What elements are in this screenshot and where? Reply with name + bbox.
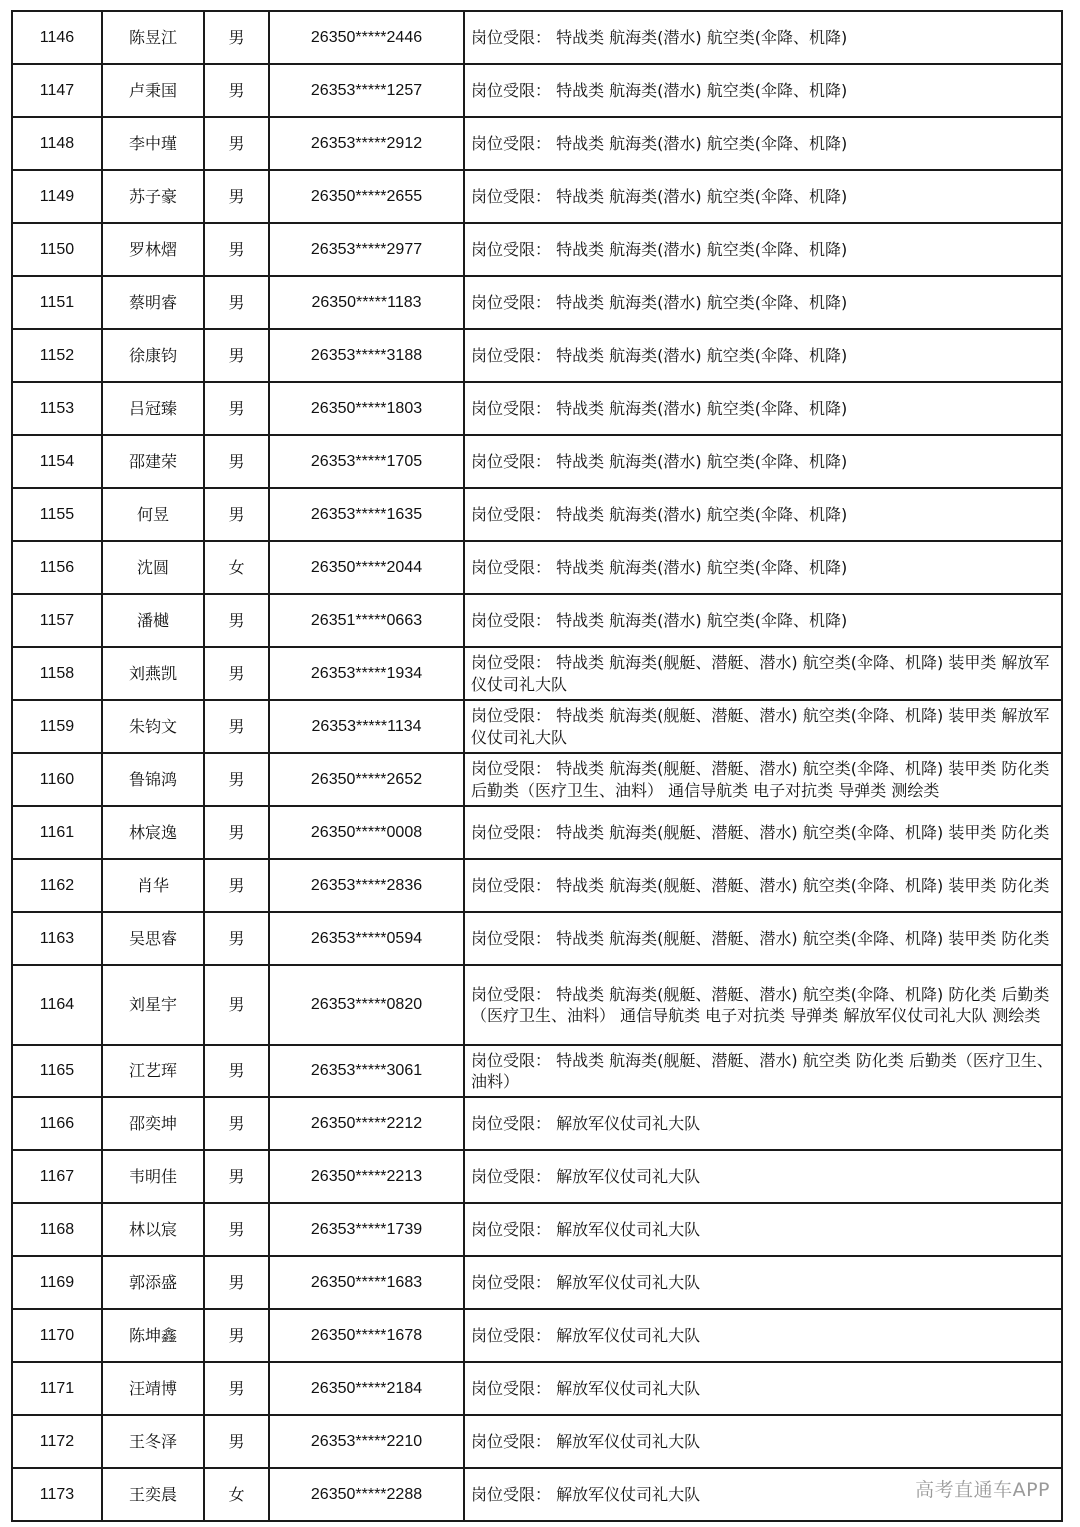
- table-row: [12, 1415, 1062, 1468]
- exam-id-cell: 26353*****2912: [269, 117, 464, 170]
- row-number-cell: 1171: [12, 1362, 102, 1415]
- student-name-cell: 王冬泽: [102, 1415, 204, 1468]
- exam-id-cell: 26350*****1183: [269, 276, 464, 329]
- table-row: [12, 223, 1062, 276]
- exam-id-cell: 26353*****0820: [269, 965, 464, 1045]
- table-row: [12, 753, 1062, 806]
- student-name-cell: 肖华: [102, 859, 204, 912]
- table-row: [12, 594, 1062, 647]
- gender-cell: 男: [204, 329, 269, 382]
- student-name-cell: 吴思睿: [102, 912, 204, 965]
- gender-cell: 男: [204, 276, 269, 329]
- student-name-cell: 刘星宇: [102, 965, 204, 1045]
- exam-id-cell: 26350*****2446: [269, 11, 464, 64]
- student-name-cell: 陈坤鑫: [102, 1309, 204, 1362]
- position-restriction-cell: 岗位受限： 特战类 航海类(潜水) 航空类(伞降、机降): [464, 435, 1062, 488]
- row-number-cell: 1170: [12, 1309, 102, 1362]
- row-number-cell: 1155: [12, 488, 102, 541]
- row-number-cell: 1146: [12, 11, 102, 64]
- student-name-cell: 王奕晨: [102, 1468, 204, 1521]
- exam-id-cell: 26353*****2210: [269, 1415, 464, 1468]
- position-restriction-cell: 岗位受限： 特战类 航海类(舰艇、潜艇、潜水) 航空类(伞降、机降) 装甲类 防化类: [464, 912, 1062, 965]
- table-row: [12, 488, 1062, 541]
- table-row: [12, 965, 1062, 1045]
- position-restriction-cell: 岗位受限： 特战类 航海类(潜水) 航空类(伞降、机降): [464, 223, 1062, 276]
- student-name-cell: 徐康钧: [102, 329, 204, 382]
- exam-id-cell: 26353*****1635: [269, 488, 464, 541]
- exam-id-cell: 26350*****2655: [269, 170, 464, 223]
- roster-table: [11, 10, 1063, 1522]
- position-restriction-cell: 岗位受限： 特战类 航海类(潜水) 航空类(伞降、机降): [464, 170, 1062, 223]
- exam-id-cell: 26353*****2977: [269, 223, 464, 276]
- row-number-cell: 1165: [12, 1045, 102, 1097]
- table-row: [12, 382, 1062, 435]
- watermark-text: 高考直通车APP: [915, 1479, 1050, 1501]
- student-name-cell: 林宸逸: [102, 806, 204, 859]
- exam-id-cell: 26351*****0663: [269, 594, 464, 647]
- table-row: [12, 1097, 1062, 1150]
- exam-id-cell: 26350*****2212: [269, 1097, 464, 1150]
- row-number-cell: 1172: [12, 1415, 102, 1468]
- exam-id-cell: 26353*****1705: [269, 435, 464, 488]
- student-name-cell: 刘燕凯: [102, 647, 204, 700]
- gender-cell: 男: [204, 1150, 269, 1203]
- table-row: [12, 435, 1062, 488]
- gender-cell: 男: [204, 912, 269, 965]
- position-restriction-cell: 岗位受限： 特战类 航海类(舰艇、潜艇、潜水) 航空类(伞降、机降) 装甲类 解放军仪仗司礼大队: [464, 647, 1062, 700]
- exam-id-cell: 26353*****2836: [269, 859, 464, 912]
- student-name-cell: 吕冠臻: [102, 382, 204, 435]
- exam-id-cell: 26350*****2213: [269, 1150, 464, 1203]
- position-restriction-cell: 岗位受限： 特战类 航海类(舰艇、潜艇、潜水) 航空类(伞降、机降) 装甲类 解放军仪仗司礼大队: [464, 700, 1062, 753]
- gender-cell: 男: [204, 859, 269, 912]
- gender-cell: 男: [204, 1362, 269, 1415]
- exam-id-cell: 26350*****0008: [269, 806, 464, 859]
- row-number-cell: 1151: [12, 276, 102, 329]
- table-row: [12, 329, 1062, 382]
- row-number-cell: 1167: [12, 1150, 102, 1203]
- position-restriction-cell: 岗位受限： 特战类 航海类(舰艇、潜艇、潜水) 航空类(伞降、机降) 装甲类 防化类 后勤类（医疗卫生、油料） 通信导航类 电子对抗类 导弹类 测绘类: [464, 753, 1062, 806]
- position-restriction-cell: 岗位受限： 特战类 航海类(舰艇、潜艇、潜水) 航空类(伞降、机降) 防化类 后勤类（医疗卫生、油料） 通信导航类 电子对抗类 导弹类 解放军仪仗司礼大队 测绘类: [464, 965, 1062, 1045]
- row-number-cell: 1156: [12, 541, 102, 594]
- student-name-cell: 韦明佳: [102, 1150, 204, 1203]
- table-row: [12, 64, 1062, 117]
- gender-cell: 女: [204, 1468, 269, 1521]
- exam-id-cell: 26353*****3188: [269, 329, 464, 382]
- student-name-cell: 陈昱江: [102, 11, 204, 64]
- row-number-cell: 1150: [12, 223, 102, 276]
- student-name-cell: 江艺珲: [102, 1045, 204, 1097]
- exam-id-cell: 26350*****2044: [269, 541, 464, 594]
- table-row: [12, 1468, 1062, 1521]
- gender-cell: 男: [204, 223, 269, 276]
- gender-cell: 男: [204, 1256, 269, 1309]
- table-row: [12, 647, 1062, 700]
- row-number-cell: 1160: [12, 753, 102, 806]
- exam-id-cell: 26353*****1934: [269, 647, 464, 700]
- position-restriction-cell: 岗位受限： 解放军仪仗司礼大队: [464, 1415, 1062, 1468]
- position-restriction-cell: 岗位受限： 特战类 航海类(潜水) 航空类(伞降、机降): [464, 541, 1062, 594]
- student-name-cell: 林以宸: [102, 1203, 204, 1256]
- exam-id-cell: 26353*****1739: [269, 1203, 464, 1256]
- row-number-cell: 1149: [12, 170, 102, 223]
- position-restriction-cell: 岗位受限： 特战类 航海类(潜水) 航空类(伞降、机降): [464, 382, 1062, 435]
- table-row: [12, 1362, 1062, 1415]
- gender-cell: 男: [204, 170, 269, 223]
- table-row: [12, 859, 1062, 912]
- table-row: [12, 117, 1062, 170]
- table-row: [12, 700, 1062, 753]
- table-row: [12, 1256, 1062, 1309]
- exam-id-cell: 26350*****2288: [269, 1468, 464, 1521]
- exam-id-cell: 26350*****2652: [269, 753, 464, 806]
- position-restriction-cell: 岗位受限： 特战类 航海类(舰艇、潜艇、潜水) 航空类(伞降、机降) 装甲类 防化类: [464, 806, 1062, 859]
- row-number-cell: 1169: [12, 1256, 102, 1309]
- gender-cell: 男: [204, 753, 269, 806]
- gender-cell: 男: [204, 647, 269, 700]
- position-restriction-cell: 岗位受限： 特战类 航海类(潜水) 航空类(伞降、机降): [464, 329, 1062, 382]
- gender-cell: 男: [204, 435, 269, 488]
- exam-id-cell: 26350*****1683: [269, 1256, 464, 1309]
- gender-cell: 男: [204, 700, 269, 753]
- position-restriction-cell: 岗位受限： 解放军仪仗司礼大队: [464, 1309, 1062, 1362]
- exam-id-cell: 26353*****1257: [269, 64, 464, 117]
- position-restriction-cell: 岗位受限： 特战类 航海类(潜水) 航空类(伞降、机降): [464, 64, 1062, 117]
- gender-cell: 男: [204, 1415, 269, 1468]
- gender-cell: 男: [204, 1309, 269, 1362]
- row-number-cell: 1154: [12, 435, 102, 488]
- table-row: [12, 541, 1062, 594]
- exam-id-cell: 26353*****0594: [269, 912, 464, 965]
- position-restriction-cell: 岗位受限： 解放军仪仗司礼大队: [464, 1362, 1062, 1415]
- table-row: [12, 11, 1062, 64]
- exam-id-cell: 26353*****3061: [269, 1045, 464, 1097]
- position-restriction-cell: 岗位受限： 特战类 航海类(潜水) 航空类(伞降、机降): [464, 11, 1062, 64]
- gender-cell: 男: [204, 1203, 269, 1256]
- row-number-cell: 1162: [12, 859, 102, 912]
- position-restriction-cell: 岗位受限： 特战类 航海类(舰艇、潜艇、潜水) 航空类 防化类 后勤类（医疗卫生、油料）: [464, 1045, 1062, 1097]
- roster-body: [12, 11, 1062, 1521]
- student-name-cell: 李中瑾: [102, 117, 204, 170]
- row-number-cell: 1168: [12, 1203, 102, 1256]
- gender-cell: 男: [204, 806, 269, 859]
- table-row: [12, 1203, 1062, 1256]
- exam-id-cell: 26350*****1678: [269, 1309, 464, 1362]
- position-restriction-cell: 岗位受限： 特战类 航海类(潜水) 航空类(伞降、机降): [464, 276, 1062, 329]
- student-name-cell: 蔡明睿: [102, 276, 204, 329]
- student-name-cell: 邵建荣: [102, 435, 204, 488]
- table-row: [12, 1309, 1062, 1362]
- gender-cell: 男: [204, 594, 269, 647]
- table-row: [12, 1045, 1062, 1097]
- table-row: [12, 276, 1062, 329]
- position-restriction-cell: 岗位受限： 解放军仪仗司礼大队: [464, 1150, 1062, 1203]
- student-name-cell: 邵奕坤: [102, 1097, 204, 1150]
- gender-cell: 男: [204, 1045, 269, 1097]
- row-number-cell: 1152: [12, 329, 102, 382]
- gender-cell: 男: [204, 965, 269, 1045]
- row-number-cell: 1166: [12, 1097, 102, 1150]
- row-number-cell: 1148: [12, 117, 102, 170]
- row-number-cell: 1163: [12, 912, 102, 965]
- position-restriction-cell: 岗位受限： 解放军仪仗司礼大队: [464, 1203, 1062, 1256]
- student-name-cell: 汪靖博: [102, 1362, 204, 1415]
- position-restriction-cell: 岗位受限： 解放军仪仗司礼大队: [464, 1097, 1062, 1150]
- gender-cell: 男: [204, 488, 269, 541]
- row-number-cell: 1161: [12, 806, 102, 859]
- student-name-cell: 鲁锦鸿: [102, 753, 204, 806]
- row-number-cell: 1147: [12, 64, 102, 117]
- exam-id-cell: 26350*****2184: [269, 1362, 464, 1415]
- gender-cell: 男: [204, 117, 269, 170]
- row-number-cell: 1157: [12, 594, 102, 647]
- student-name-cell: 沈圆: [102, 541, 204, 594]
- exam-id-cell: 26350*****1803: [269, 382, 464, 435]
- row-number-cell: 1173: [12, 1468, 102, 1521]
- gender-cell: 男: [204, 64, 269, 117]
- student-name-cell: 苏子豪: [102, 170, 204, 223]
- position-restriction-cell: 岗位受限： 特战类 航海类(潜水) 航空类(伞降、机降): [464, 117, 1062, 170]
- table-row: [12, 170, 1062, 223]
- gender-cell: 男: [204, 382, 269, 435]
- gender-cell: 女: [204, 541, 269, 594]
- table-row: [12, 806, 1062, 859]
- student-name-cell: 潘樾: [102, 594, 204, 647]
- row-number-cell: 1159: [12, 700, 102, 753]
- row-number-cell: 1164: [12, 965, 102, 1045]
- student-name-cell: 郭添盛: [102, 1256, 204, 1309]
- position-restriction-cell: 岗位受限： 解放军仪仗司礼大队: [464, 1256, 1062, 1309]
- table-row: [12, 1150, 1062, 1203]
- gender-cell: 男: [204, 1097, 269, 1150]
- position-restriction-cell: 岗位受限： 特战类 航海类(潜水) 航空类(伞降、机降): [464, 594, 1062, 647]
- row-number-cell: 1158: [12, 647, 102, 700]
- student-name-cell: 罗林熠: [102, 223, 204, 276]
- exam-id-cell: 26353*****1134: [269, 700, 464, 753]
- student-name-cell: 何昱: [102, 488, 204, 541]
- position-restriction-cell: 岗位受限： 解放军仪仗司礼大队: [464, 1468, 1062, 1521]
- gender-cell: 男: [204, 11, 269, 64]
- table-row: [12, 912, 1062, 965]
- row-number-cell: 1153: [12, 382, 102, 435]
- position-restriction-cell: 岗位受限： 特战类 航海类(潜水) 航空类(伞降、机降): [464, 488, 1062, 541]
- position-restriction-cell: 岗位受限： 特战类 航海类(舰艇、潜艇、潜水) 航空类(伞降、机降) 装甲类 防化类: [464, 859, 1062, 912]
- student-name-cell: 朱钧文: [102, 700, 204, 753]
- student-name-cell: 卢秉国: [102, 64, 204, 117]
